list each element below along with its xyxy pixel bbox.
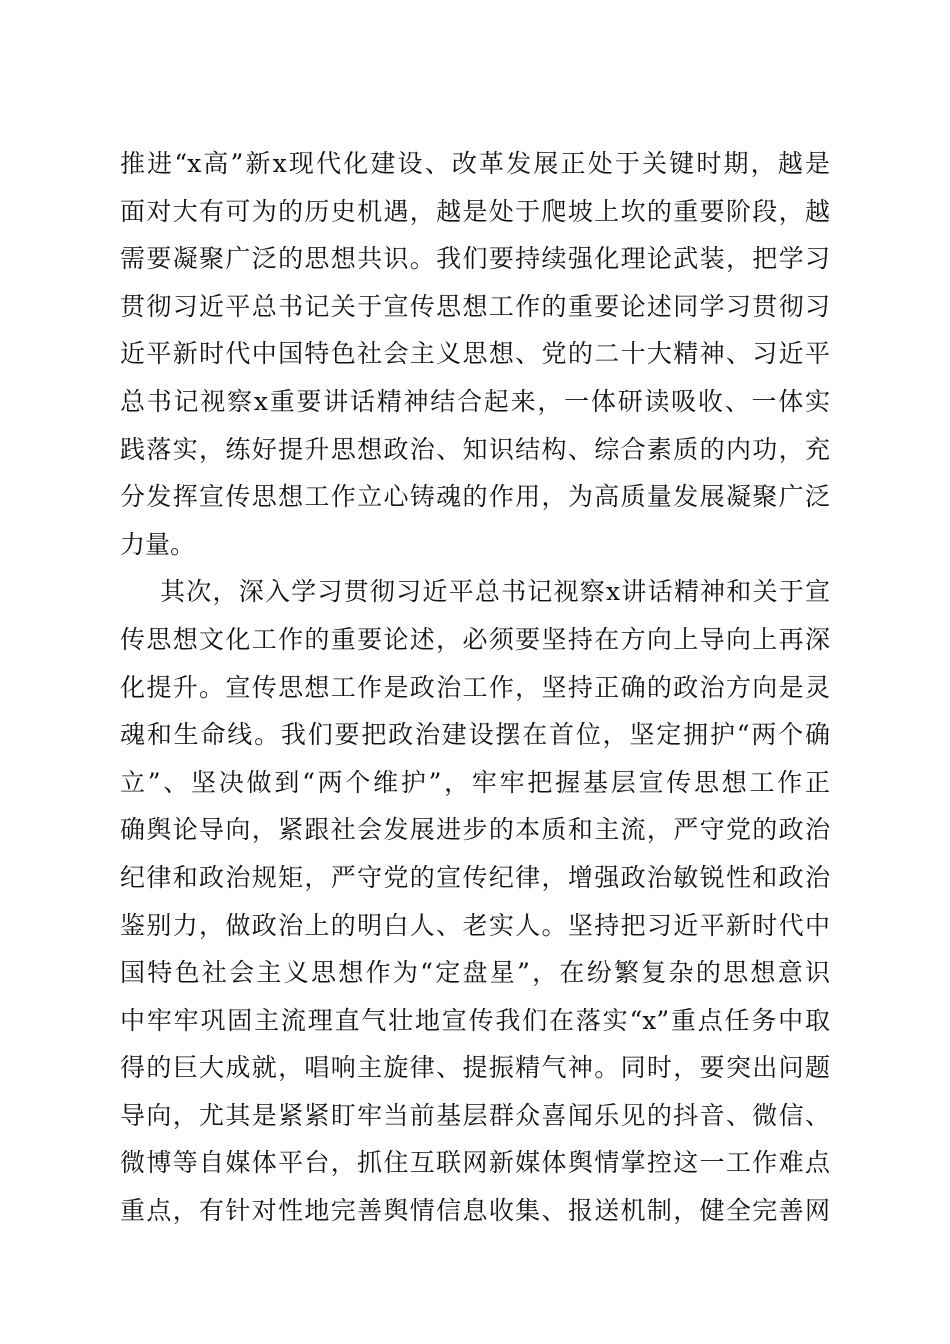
text-line: 面对大有可为的历史机遇，越是处于爬坡上坎的重要阶段，越 bbox=[120, 196, 830, 226]
text-line: 得的巨大成就，唱响主旋律、提振精气神。同时，要突出问题 bbox=[120, 1053, 830, 1083]
text-line: 推进“x高”新x现代化建设、改革发展正处于关键时期，越是 bbox=[120, 149, 830, 178]
text-line: 确舆论导向，紧跟社会发展进步的本质和主流，严守党的政治 bbox=[120, 815, 830, 845]
paragraph-first-line: 其次，深入学习贯彻习近平总书记视察x讲话精神和关于宣 bbox=[160, 577, 830, 607]
text-line: 鉴别力，做政治上的明白人、老实人。坚持把习近平新时代中 bbox=[120, 910, 830, 940]
text-line: 纪律和政治规矩，严守党的宣传纪律，增强政治敏锐性和政治 bbox=[120, 862, 830, 892]
text-line: 需要凝聚广泛的思想共识。我们要持续强化理论武装，把学习 bbox=[120, 244, 830, 274]
text-line: 微博等自媒体平台，抓住互联网新媒体舆情掌控这一工作难点 bbox=[120, 1148, 830, 1178]
text-line: 传思想文化工作的重要论述，必须要坚持在方向上导向上再深 bbox=[120, 624, 830, 654]
text-line: 化提升。宣传思想工作是政治工作，坚持正确的政治方向是灵 bbox=[120, 672, 830, 702]
text-line: 力量。 bbox=[120, 529, 196, 559]
text-line: 践落实，练好提升思想政治、知识结构、综合素质的内功，充 bbox=[120, 434, 830, 464]
text-line: 分发挥宣传思想工作立心铸魂的作用，为高质量发展凝聚广泛 bbox=[120, 482, 830, 512]
body-text bbox=[120, 140, 830, 1235]
text-line: 魂和生命线。我们要把政治建设摆在首位，坚定拥护“两个确 bbox=[120, 720, 830, 750]
text-line: 重点，有针对性地完善舆情信息收集、报送机制，健全完善网 bbox=[120, 1196, 830, 1226]
text-line: 导向，尤其是紧紧盯牢当前基层群众喜闻乐见的抖音、微信、 bbox=[120, 1100, 830, 1130]
text-line: 中牢牢巩固主流理直气壮地宣传我们在落实“x”重点任务中取 bbox=[120, 1005, 830, 1035]
text-line: 贯彻习近平总书记关于宣传思想工作的重要论述同学习贯彻习 bbox=[120, 291, 830, 321]
text-line: 近平新时代中国特色社会主义思想、党的二十大精神、习近平 bbox=[120, 339, 830, 369]
text-line: 总书记视察x重要讲话精神结合起来，一体研读吸收、一体实 bbox=[120, 386, 830, 416]
text-line: 国特色社会主义思想作为“定盘星”，在纷繁复杂的思想意识 bbox=[120, 958, 830, 988]
text-line: 立”、坚决做到“两个维护”，牢牢把握基层宣传思想工作正 bbox=[120, 767, 830, 797]
